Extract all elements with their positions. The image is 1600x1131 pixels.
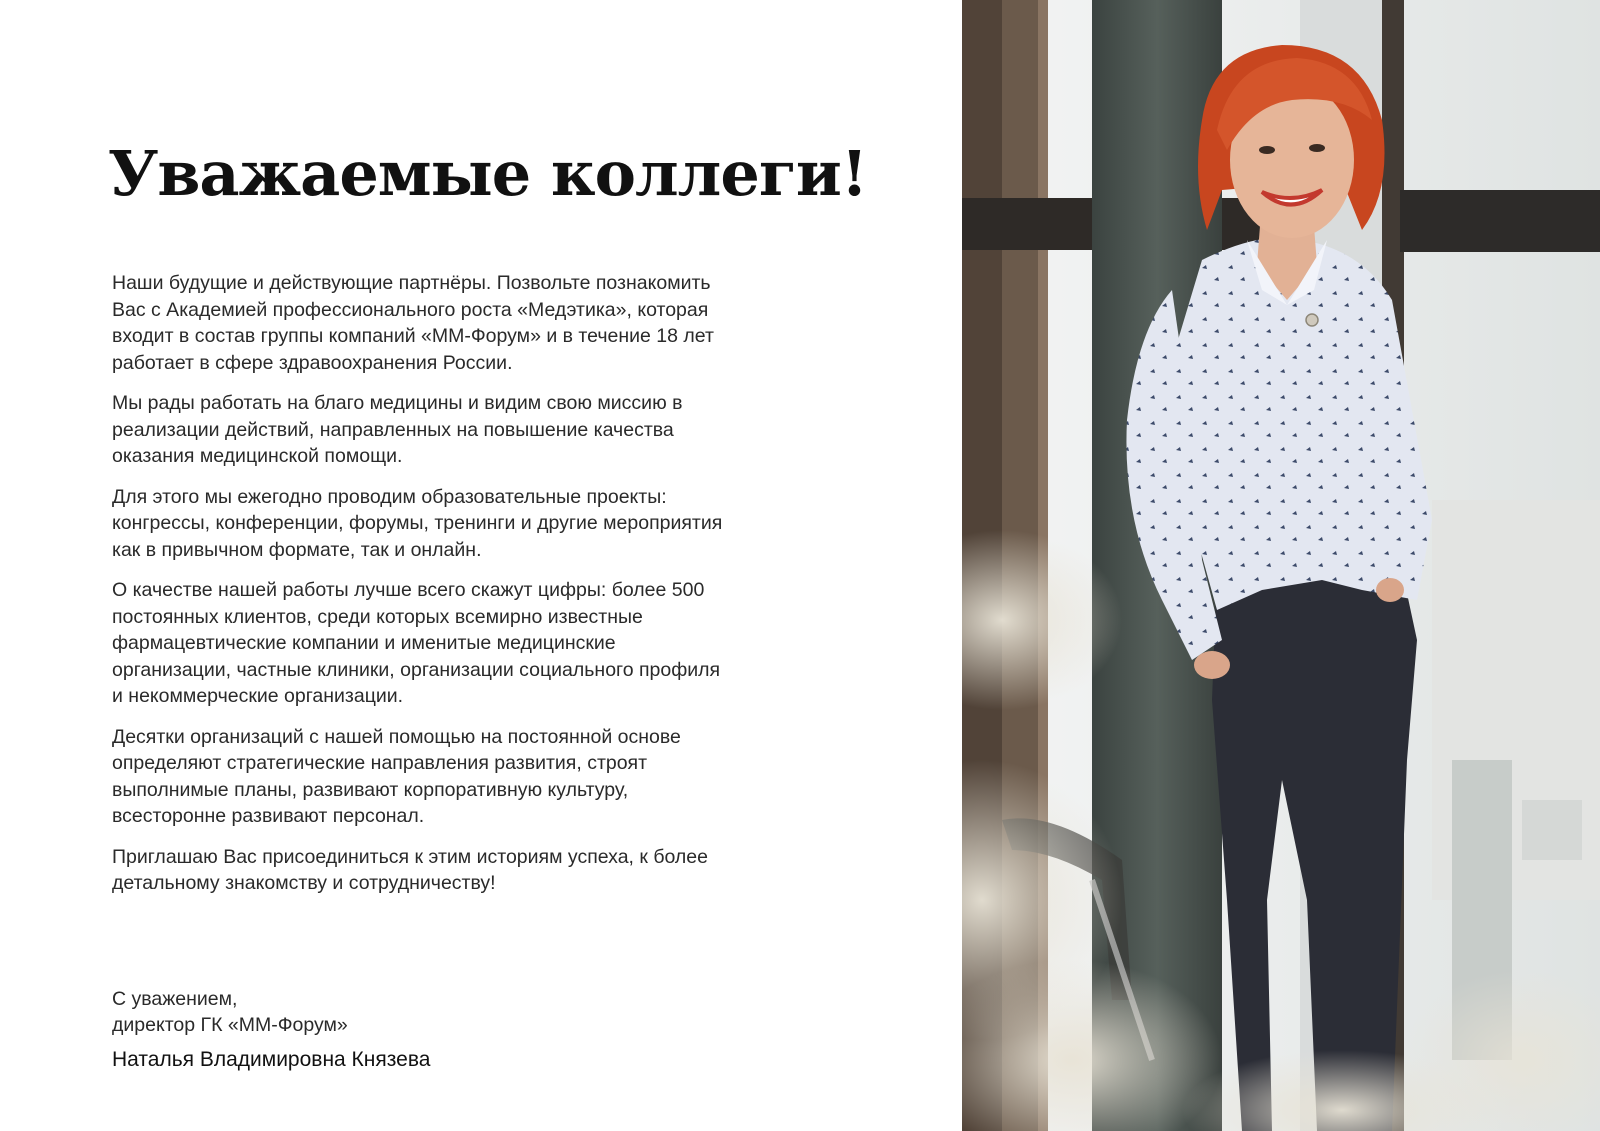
paragraph-organizations: Десятки организаций с нашей помощью на постоянной основе определяют стратегические направления развития, строят выполнимые планы, развивают корпоративную культуру, всесторонне развивают персонал. (112, 725, 681, 827)
paragraph-intro: Наши будущие и действующие партнёры. Позвольте познакомить Вас с Академией профессионального роста «Медэтика», которая входит в состав группы компаний «ММ-Форум» и в течение 18 лет работает в сфере здравоохранения России. (112, 272, 714, 374)
signature-block (112, 986, 712, 1074)
signature-closing: С уважением, (112, 988, 238, 1010)
signature-name: Наталья Владимировна Князева (112, 1048, 431, 1071)
paragraph-mission: Мы рады работать на благо медицины и видим свою миссию в реализации действий, направленных на повышение качества оказания медицинской помощи. (112, 392, 683, 467)
letter-body (112, 270, 732, 911)
paragraph-clients: О качестве нашей работы лучше всего скажут цифры: более 500 постоянных клиентов, среди которых всемирно известные фармацевтические компании и именитые медицинские организации, частные клиники, организации социального профиля и некоммерческие организации. (112, 579, 721, 707)
director-photo (962, 0, 1600, 1131)
paragraph-invitation: Приглашаю Вас присоединиться к этим историям успеха, к более детальному знакомству и сотрудничеству! (112, 845, 708, 894)
signature-position: директор ГК «ММ-Форум» (112, 1014, 348, 1036)
page-title: Уважаемые коллеги! (108, 137, 868, 210)
paragraph-projects: Для этого мы ежегодно проводим образовательные проекты: конгрессы, конференции, форумы, тренинги и другие мероприятия как в привычном формате, так и онлайн. (112, 485, 723, 561)
